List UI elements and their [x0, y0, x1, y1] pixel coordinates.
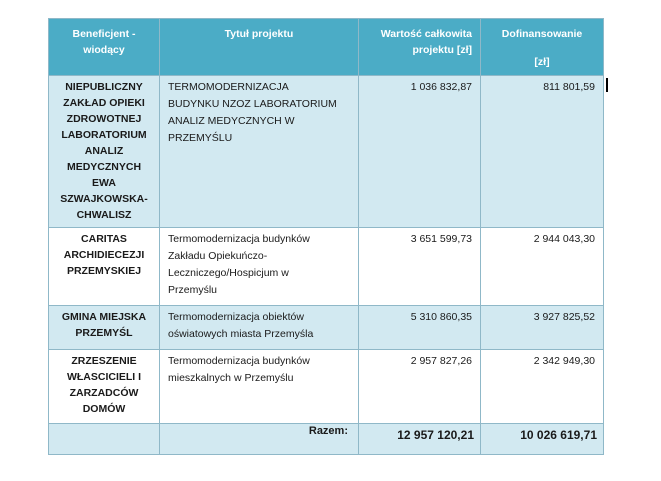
- cell-title: [160, 306, 359, 350]
- cell-beneficiary: [49, 350, 160, 424]
- cell-total-value: 2 957 827,26: [359, 350, 481, 424]
- header-total-value-line1: Wartość całkowita: [380, 28, 472, 40]
- table-row: [49, 350, 604, 424]
- header-title-label: Tytuł projektu: [224, 28, 294, 40]
- table-row: [49, 76, 604, 228]
- beneficiary-line: ARCHIDIECEZJI: [63, 249, 145, 261]
- cell-cofinancing: 2 342 949,30: [481, 350, 604, 424]
- header-total-value-line2: projektu [zł]: [412, 44, 472, 56]
- summary-empty-cell: [49, 424, 160, 455]
- title-line: TERMOMODERNIZACJA: [168, 81, 289, 93]
- beneficiary-line: ZARZADCÓW: [69, 387, 139, 399]
- header-beneficiary-line2: wiodący: [83, 44, 125, 56]
- text-cursor: [606, 78, 608, 92]
- cell-total-value: 3 651 599,73: [359, 228, 481, 306]
- beneficiary-line: MEDYCZNYCH EWA: [66, 161, 142, 189]
- beneficiary-line: NIEPUBLICZNY: [65, 81, 143, 93]
- projects-table: [48, 18, 604, 455]
- beneficiary-line: DOMÓW: [82, 403, 126, 415]
- summary-cofinancing: 10 026 619,71: [481, 424, 604, 455]
- title-line: Zakładu Opiekuńczo-: [168, 250, 268, 262]
- title-line: Termomodernizacja budynków: [168, 233, 310, 245]
- beneficiary-line: CHWALISZ: [76, 209, 132, 221]
- title-line: ANALIZ MEDYCZNYCH W: [168, 115, 295, 127]
- header-row: [49, 19, 604, 76]
- cell-total-value: 5 310 860,35: [359, 306, 481, 350]
- title-line: BUDYNKU NZOZ LABORATORIUM: [168, 98, 337, 110]
- header-total-value: [359, 19, 481, 76]
- beneficiary-line: ZAKŁAD OPIEKI: [63, 97, 145, 109]
- cell-title: [160, 228, 359, 306]
- cell-cofinancing: 2 944 043,30: [481, 228, 604, 306]
- cell-cofinancing: 811 801,59: [481, 76, 604, 228]
- title-line: Termomodernizacja obiektów: [168, 311, 304, 323]
- cell-beneficiary: [49, 306, 160, 350]
- beneficiary-line: PRZEMYŚL: [75, 327, 133, 339]
- cell-cofinancing: 3 927 825,52: [481, 306, 604, 350]
- header-cofinancing: [481, 19, 604, 76]
- header-title: [160, 19, 359, 76]
- beneficiary-line: WŁASCICIELI I: [66, 371, 142, 383]
- summary-total-value: 12 957 120,21: [359, 424, 481, 455]
- title-line: Przemyślu: [168, 284, 218, 296]
- cell-beneficiary: [49, 228, 160, 306]
- header-cofinancing-line1: Dofinansowanie: [501, 28, 583, 40]
- beneficiary-line: PRZEMYSKIEJ: [66, 265, 142, 277]
- header-beneficiary-line1: Beneficjent -: [72, 28, 136, 40]
- title-line: oświatowych miasta Przemyśla: [168, 328, 314, 340]
- beneficiary-line: LABORATORIUM: [61, 129, 147, 141]
- title-line: mieszkalnych w Przemyślu: [168, 372, 294, 384]
- beneficiary-line: ZRZESZENIE: [71, 355, 137, 367]
- beneficiary-line: CARITAS: [81, 233, 127, 245]
- table-row: [49, 306, 604, 350]
- beneficiary-line: GMINA MIEJSKA: [61, 311, 147, 323]
- cell-title: [160, 350, 359, 424]
- header-cofinancing-line2: [zł]: [534, 56, 550, 68]
- beneficiary-line: ZDROWOTNEJ: [66, 113, 142, 125]
- beneficiary-line: SZWAJKOWSKA-: [60, 193, 148, 205]
- beneficiary-line: ANALIZ: [84, 145, 124, 157]
- cell-total-value: 1 036 832,87: [359, 76, 481, 228]
- summary-row: [49, 424, 604, 455]
- title-line: Leczniczego/Hospicjum w: [168, 267, 289, 279]
- summary-label: Razem:: [160, 424, 359, 455]
- cell-title: [160, 76, 359, 228]
- header-beneficiary: [49, 19, 160, 76]
- title-line: PRZEMYŚLU: [168, 132, 233, 144]
- table-row: [49, 228, 604, 306]
- cell-beneficiary: [49, 76, 160, 228]
- title-line: Termomodernizacja budynków: [168, 355, 310, 367]
